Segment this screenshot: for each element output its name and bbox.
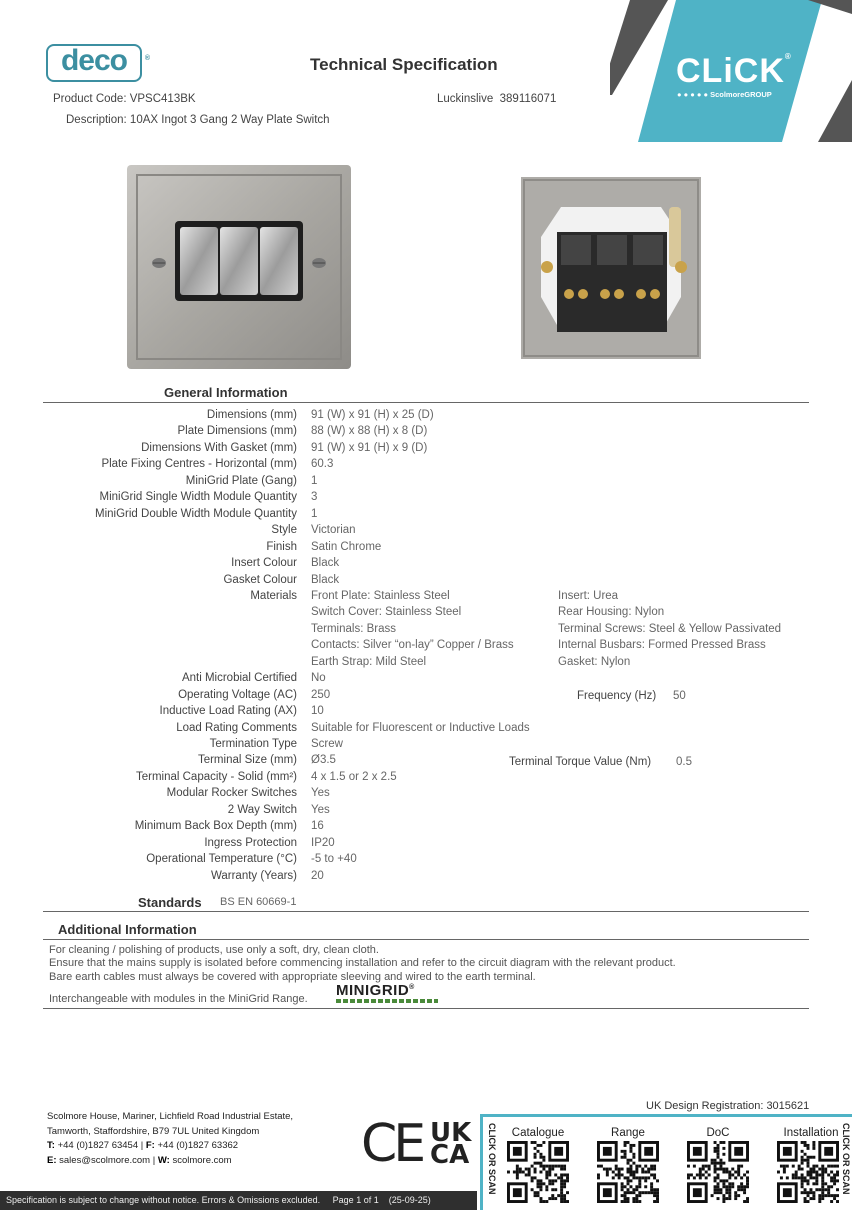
luckinslive-value: 389116071 xyxy=(499,93,557,105)
spec-value: No xyxy=(311,672,326,684)
disclaimer-bar xyxy=(0,1191,477,1210)
spec-value: 3 xyxy=(311,491,318,503)
standards-heading: Standards xyxy=(138,895,202,910)
spec-label: Minimum Back Box Depth (mm) xyxy=(134,820,297,832)
spec-value: IP20 xyxy=(311,837,335,849)
material-item: Insert: Urea xyxy=(558,590,619,602)
click-or-scan-right: CLICK OR SCAN xyxy=(841,1123,851,1195)
product-code-label: Product Code: xyxy=(53,93,127,105)
spec-label: Terminal Capacity - Solid (mm²) xyxy=(135,771,297,783)
material-item: Terminal Screws: Steel & Yellow Passivated xyxy=(558,623,782,635)
material-item: Rear Housing: Nylon xyxy=(558,606,665,618)
qr-code-installation[interactable] xyxy=(777,1141,839,1203)
frequency-label: Frequency (Hz) xyxy=(577,690,657,702)
frequency-value: 50 xyxy=(673,690,686,702)
ce-mark: CE xyxy=(361,1114,423,1174)
spec-label: Termination Type xyxy=(209,738,297,750)
disclaimer: Specification is subject to change without notice. Errors & Omissions excluded. xyxy=(6,1195,321,1205)
spec-value: Satin Chrome xyxy=(311,541,382,553)
material-item: Gasket: Nylon xyxy=(558,656,631,668)
spec-label: Warranty (Years) xyxy=(210,870,297,882)
ukca-mark: UK CA xyxy=(430,1118,472,1170)
product-rear-image xyxy=(521,177,701,359)
qr-code-panel xyxy=(480,1114,852,1210)
spec-value: Yes xyxy=(311,804,330,816)
dark-stripe-right xyxy=(818,80,852,142)
page-title: Technical Specification xyxy=(310,55,498,74)
standards-divider xyxy=(43,911,809,912)
spec-label: Plate Dimensions (mm) xyxy=(177,425,297,437)
spec-value: 250 xyxy=(311,689,331,701)
spec-label: Insert Colour xyxy=(231,557,297,569)
spec-value: 20 xyxy=(311,870,324,882)
standards-value: BS EN 60669-1 xyxy=(220,896,297,908)
torque-label: Terminal Torque Value (Nm) xyxy=(509,756,652,768)
spec-value: Yes xyxy=(311,787,330,799)
spec-value: Earth Strap: Mild Steel xyxy=(311,656,427,668)
spec-label: Load Rating Comments xyxy=(176,722,297,734)
spec-value: Contacts: Silver “on-lay” Copper / Brass xyxy=(311,639,514,651)
product-front-image xyxy=(127,165,351,369)
spec-value: 60.3 xyxy=(311,458,334,470)
issue-date: (25-09-25) xyxy=(388,1195,431,1205)
spec-value: 16 xyxy=(311,820,324,832)
spec-value: 91 (W) x 91 (H) x 25 (D) xyxy=(311,409,434,421)
qr-label-installation: Installation xyxy=(783,1127,839,1139)
general-divider xyxy=(43,402,809,403)
address-line-2: Tamworth, Staffordshire, B79 7UL United Kingdom xyxy=(47,1125,260,1137)
spec-value: Screw xyxy=(311,738,343,750)
spec-value: 91 (W) x 91 (H) x 9 (D) xyxy=(311,442,428,454)
earth-note: Bare earth cables must always be covered with appropriate sleeving and wired to the earth terminal. xyxy=(49,971,536,983)
spec-label: Plate Fixing Centres - Horizontal (mm) xyxy=(101,458,297,470)
description xyxy=(66,114,330,126)
spec-label: Anti Microbial Certified xyxy=(181,672,297,684)
luckinslive-label: Luckinslive xyxy=(437,93,494,105)
click-logo-text: CLiCK® xyxy=(676,52,792,90)
website-link[interactable]: scolmore.com xyxy=(172,1154,232,1166)
qr-code-catalogue[interactable] xyxy=(507,1141,569,1203)
minigrid-logo: MINIGRID® xyxy=(336,982,415,999)
spec-value: Terminals: Brass xyxy=(311,623,396,635)
page-number: Page 1 of 1 xyxy=(332,1195,379,1205)
spec-label: Gasket Colour xyxy=(223,574,297,586)
email-web-line: E: sales@scolmore.com | W: scolmore.com xyxy=(47,1154,232,1166)
spec-value: Suitable for Fluorescent or Inductive Loads xyxy=(311,722,530,734)
spec-value: Black xyxy=(311,574,340,586)
qr-code-doc[interactable] xyxy=(687,1141,749,1203)
spec-label: Finish xyxy=(266,541,297,553)
spec-value: Victorian xyxy=(311,524,356,536)
spec-label: Dimensions With Gasket (mm) xyxy=(141,442,297,454)
spec-value: 88 (W) x 88 (H) x 8 (D) xyxy=(311,425,428,437)
fax: +44 (0)1827 63362 xyxy=(157,1140,239,1151)
phone-fax-line: T: +44 (0)1827 63454 | F: +44 (0)1827 63362 xyxy=(47,1140,239,1151)
scolmore-group-text: ● ● ● ● ● ScolmoreGROUP xyxy=(677,90,772,99)
qr-label-range: Range xyxy=(611,1127,645,1139)
product-code-value: VPSC413BK xyxy=(129,93,196,105)
spec-value: 4 x 1.5 or 2 x 2.5 xyxy=(311,771,397,783)
qr-label-catalogue: Catalogue xyxy=(511,1127,565,1139)
additional-information-heading: Additional Information xyxy=(58,922,197,937)
spec-label: Inductive Load Rating (AX) xyxy=(159,705,297,717)
general-information-heading: General Information xyxy=(164,385,288,400)
spec-label: MiniGrid Single Width Module Quantity xyxy=(99,491,297,503)
email-link[interactable]: sales@scolmore.com xyxy=(59,1154,151,1166)
additional-divider xyxy=(43,939,809,940)
spec-label: Operational Temperature (°C) xyxy=(146,853,297,865)
spec-value: 1 xyxy=(311,475,318,487)
spec-label: 2 Way Switch xyxy=(227,804,297,816)
spec-value: 10 xyxy=(311,705,324,717)
telephone: +44 (0)1827 63454 xyxy=(57,1140,139,1151)
isolation-note: Ensure that the mains supply is isolated before commencing installation and refer to the circuit diagram with the relevant product. xyxy=(49,957,676,969)
cleaning-note: For cleaning / polishing of products, use only a soft, dry, clean cloth. xyxy=(49,944,379,956)
qr-code-range[interactable] xyxy=(597,1141,659,1203)
spec-label: MiniGrid Plate (Gang) xyxy=(185,475,297,487)
design-registration: UK Design Registration: 3015621 xyxy=(646,1100,810,1112)
spec-value: -5 to +40 xyxy=(311,853,357,865)
spec-value: Black xyxy=(311,557,340,569)
spec-label: Style xyxy=(271,524,297,536)
spec-value: 1 xyxy=(311,508,318,520)
minigrid-logo-bar xyxy=(336,999,438,1003)
deco-logo-text: deco xyxy=(60,44,128,77)
spec-label: Materials xyxy=(250,590,297,602)
description-label: Description: xyxy=(66,114,127,126)
deco-logo: deco ® xyxy=(46,44,142,82)
additional-bottom-divider xyxy=(43,1008,809,1009)
spec-value: Ø3.5 xyxy=(311,754,336,766)
spec-label: Dimensions (mm) xyxy=(206,409,297,421)
torque-value: 0.5 xyxy=(676,756,692,768)
luckinslive-code xyxy=(437,93,556,105)
spec-value: Front Plate: Stainless Steel xyxy=(311,590,450,602)
description-value: 10AX Ingot 3 Gang 2 Way Plate Switch xyxy=(129,114,330,126)
qr-label-doc: DoC xyxy=(706,1127,730,1139)
address-line-1: Scolmore House, Mariner, Lichfield Road Industrial Estate, xyxy=(47,1111,294,1122)
spec-label: Modular Rocker Switches xyxy=(166,787,297,799)
spec-label: Ingress Protection xyxy=(204,837,297,849)
company-address xyxy=(47,1110,293,1168)
click-or-scan-left: CLICK OR SCAN xyxy=(487,1123,497,1195)
minigrid-note: Interchangeable with modules in the MiniGrid Range. xyxy=(49,993,308,1005)
spec-label: Operating Voltage (AC) xyxy=(178,689,297,701)
spec-label: MiniGrid Double Width Module Quantity xyxy=(95,508,297,520)
spec-label: Terminal Size (mm) xyxy=(197,754,297,766)
material-item: Internal Busbars: Formed Pressed Brass xyxy=(558,639,766,651)
spec-value: Switch Cover: Stainless Steel xyxy=(311,606,462,618)
product-code xyxy=(53,93,196,105)
